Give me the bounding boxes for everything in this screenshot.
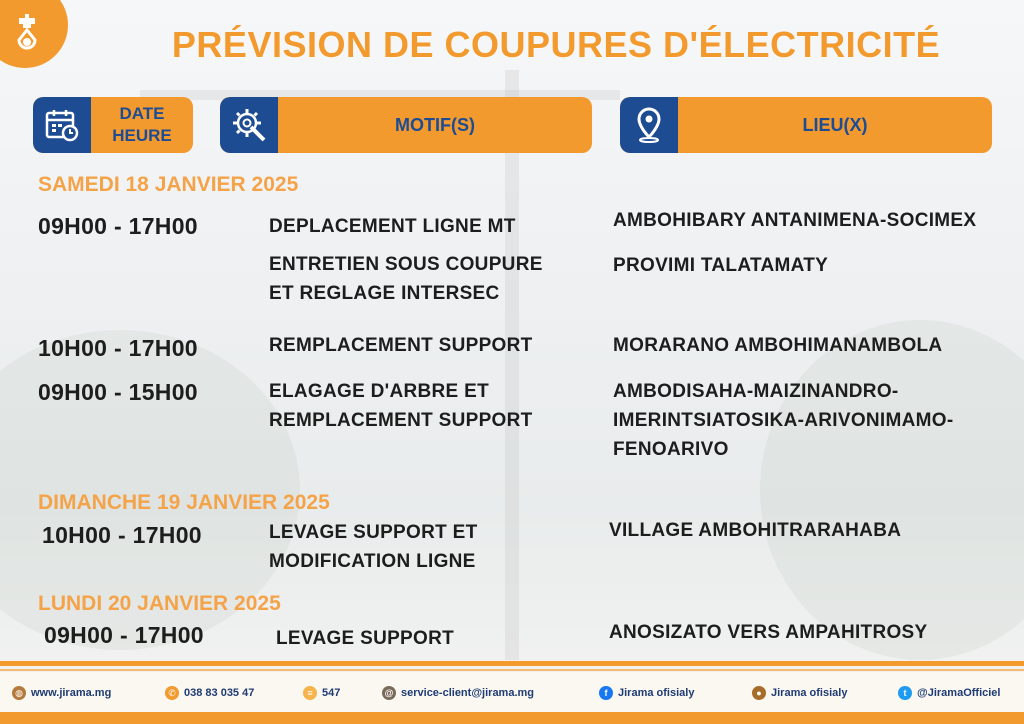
day-title: SAMEDI 18 JANVIER 2025 bbox=[38, 173, 299, 196]
lieu-text: MORARANO AMBOHIMANAMBOLA bbox=[613, 335, 943, 356]
shortcode-text: 547 bbox=[322, 687, 341, 699]
motif-line: ENTRETIEN SOUS COUPURE bbox=[269, 254, 543, 275]
twitter-text: @JiramaOfficiel bbox=[917, 687, 1001, 699]
gear-wrench-icon bbox=[220, 97, 278, 153]
time-range: 09H00 - 15H00 bbox=[38, 379, 198, 405]
facebook-icon: f bbox=[599, 686, 613, 700]
globe-icon: ◍ bbox=[12, 686, 26, 700]
lieu-text: AMBOHIBARY ANTANIMENA-SOCIMEX bbox=[613, 210, 977, 231]
motif-header bbox=[220, 97, 592, 153]
time-range: 10H00 - 17H00 bbox=[42, 522, 202, 548]
date-time-header-label bbox=[91, 103, 193, 147]
lieu-text: VILLAGE AMBOHITRARAHABA bbox=[609, 520, 902, 541]
motif-line: REMPLACEMENT SUPPORT bbox=[269, 410, 533, 431]
heure-label: HEURE bbox=[112, 126, 172, 145]
twitter-link[interactable] bbox=[898, 686, 1000, 700]
time-range: 09H00 - 17H00 bbox=[44, 622, 204, 648]
date-label: DATE bbox=[119, 104, 165, 123]
background-pole bbox=[505, 70, 519, 660]
motif-text bbox=[269, 518, 478, 576]
background-foliage bbox=[760, 320, 1024, 660]
footer-bottom-band bbox=[0, 712, 1024, 724]
email-text: service-client@jirama.mg bbox=[401, 687, 535, 699]
motif-text: LEVAGE SUPPORT bbox=[276, 628, 455, 649]
motif-line: ET REGLAGE INTERSEC bbox=[269, 283, 500, 304]
day-title: DIMANCHE 19 JANVIER 2025 bbox=[38, 491, 330, 514]
footer-accent-line bbox=[0, 669, 1024, 671]
phone-text: 038 83 035 47 bbox=[184, 687, 255, 699]
social-link[interactable] bbox=[752, 686, 847, 700]
lieu-line: AMBODISAHA-MAIZINANDRO- bbox=[613, 381, 899, 402]
social-text: Jirama ofisialy bbox=[771, 687, 848, 699]
email-icon: @ bbox=[382, 686, 396, 700]
lieu-text bbox=[613, 377, 954, 464]
facebook-text: Jirama ofisialy bbox=[618, 687, 695, 699]
motif-line: LEVAGE SUPPORT ET bbox=[269, 522, 478, 543]
shortcode-contact[interactable] bbox=[303, 686, 340, 700]
lieu-header bbox=[620, 97, 992, 153]
phone-icon: ✆ bbox=[165, 686, 179, 700]
twitter-icon: t bbox=[898, 686, 912, 700]
lieu-line: IMERINTSIATOSIKA-ARIVONIMAMO- bbox=[613, 410, 954, 431]
social-icon: ● bbox=[752, 686, 766, 700]
page-title: PRÉVISION DE COUPURES D'ÉLECTRICITÉ bbox=[171, 24, 941, 65]
coins-icon: ≡ bbox=[303, 686, 317, 700]
lieu-header-label: LIEU(X) bbox=[802, 114, 868, 135]
motif-text: DEPLACEMENT LIGNE MT bbox=[269, 216, 516, 237]
time-range: 10H00 - 17H00 bbox=[38, 335, 198, 361]
lieu-text: ANOSIZATO VERS AMPAHITROSY bbox=[609, 622, 928, 643]
lieu-text: PROVIMI TALATAMATY bbox=[613, 255, 829, 276]
location-pin-icon bbox=[620, 97, 678, 153]
motif-line: ELAGAGE D'ARBRE ET bbox=[269, 381, 489, 402]
date-time-header bbox=[33, 97, 193, 153]
facebook-link[interactable] bbox=[599, 686, 694, 700]
email-link[interactable] bbox=[382, 686, 534, 700]
motif-text: REMPLACEMENT SUPPORT bbox=[269, 335, 533, 356]
motif-text bbox=[269, 250, 543, 308]
lieu-line: FENOARIVO bbox=[613, 439, 729, 460]
website-text: www.jirama.mg bbox=[31, 687, 112, 699]
day-title: LUNDI 20 JANVIER 2025 bbox=[38, 592, 281, 615]
website-link[interactable] bbox=[12, 686, 111, 700]
time-range: 09H00 - 17H00 bbox=[38, 213, 198, 239]
motif-line: MODIFICATION LIGNE bbox=[269, 551, 476, 572]
phone-contact[interactable] bbox=[165, 686, 254, 700]
motif-header-label: MOTIF(S) bbox=[395, 114, 475, 135]
footer-accent-line bbox=[0, 661, 1024, 666]
calendar-clock-icon bbox=[33, 97, 91, 153]
motif-text bbox=[269, 377, 533, 435]
